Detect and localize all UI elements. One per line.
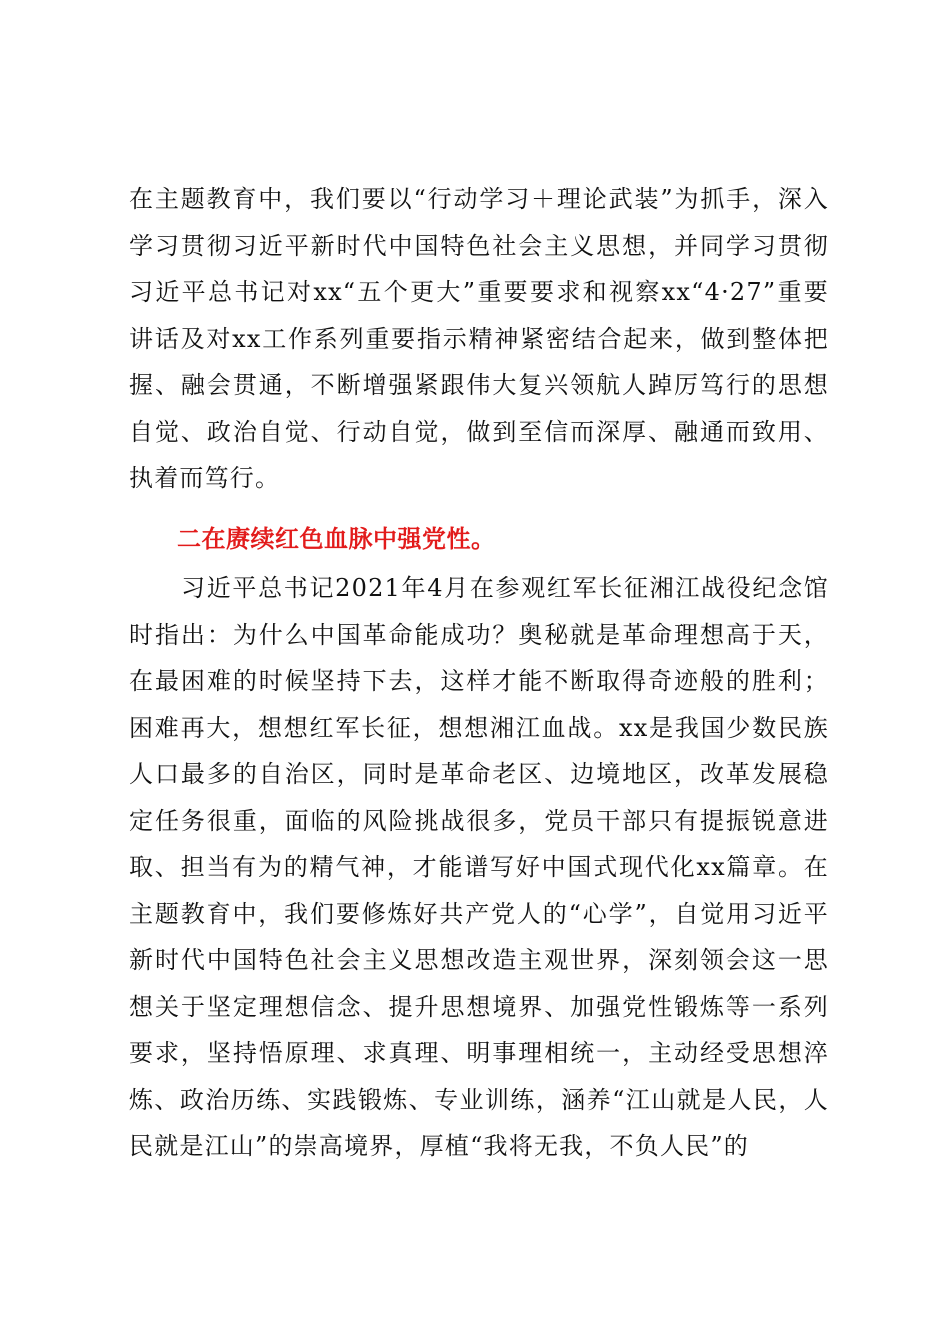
body-paragraph-2 [129, 565, 829, 1170]
paragraph-text: 在主题教育中，我们要以“行动学习＋理论武装”为抓手，深入学习贯彻习近平新时代中国特色社会主义思想，并同学习贯彻习近平总书记对xx“五个更大”重要要求和视察xx“4·27”重要讲话及对xx工作系列重要指示精神紧密结合起来，做到整体把握、融会贯通，不断增强紧跟伟大复兴领航人踔厉笃行的思想自觉、政治自觉、行动自觉，做到至信而深厚、融通而致用、执着而笃行。 [129, 185, 829, 492]
paragraph-text: 习近平总书记2021年4月在参观红军长征湘江战役纪念馆时指出：为什么中国革命能成功？奥秘就是革命理想高于天，在最困难的时候坚持下去，这样才能不断取得奇迹般的胜利；困难再大，想想红军长征，想想湘江血战。xx是我国少数民族人口最多的自治区，同时是革命老区、边境地区，改革发展稳定任务很重，面临的风险挑战很多，党员干部只有提振锐意进取、担当有为的精气神，才能谱写好中国式现代化xx篇章。在主题教育中，我们要修炼好共产党人的“心学”，自觉用习近平新时代中国特色社会主义思想改造主观世界，深刻领会这一思想关于坚定理想信念、提升思想境界、加强党性锻炼等一系列要求，坚持悟原理、求真理、明事理相统一，主动经受思想淬炼、政治历练、实践锻炼、专业训练，涵养“江山就是人民，人民就是江山”的崇高境界，厚植“我将无我，不负人民”的 [129, 574, 829, 1160]
body-paragraph-1 [129, 176, 829, 502]
section-heading: 二在赓续红色血脉中强党性。 [177, 525, 496, 553]
